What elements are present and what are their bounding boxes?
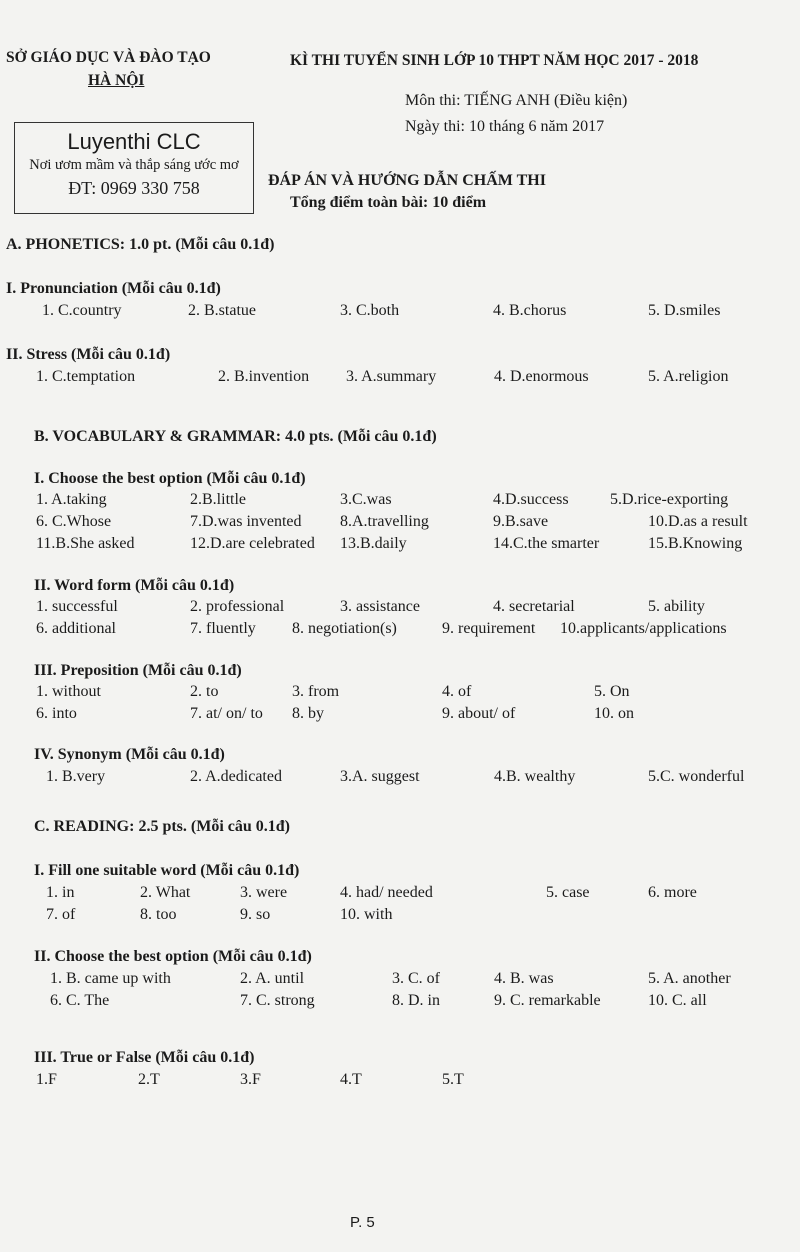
answer-item: 1. C.country [42, 302, 122, 319]
answer-item: 4. secretarial [493, 598, 575, 615]
answer-item: 4. B. was [494, 970, 554, 987]
subsection-title-choose-best-option: I. Choose the best option (Mỗi câu 0.1đ) [34, 470, 306, 487]
subsection-title-stress: II. Stress (Mỗi câu 0.1đ) [6, 346, 171, 363]
answer-item: 5.T [442, 1071, 464, 1088]
answer-item: 12.D.are celebrated [190, 535, 315, 552]
answer-item: 4.B. wealthy [494, 768, 576, 785]
answer-item: 7. fluently [190, 620, 256, 637]
answer-item: 9. about/ of [442, 705, 516, 722]
answer-item: 7. at/ on/ to [190, 705, 263, 722]
subsection-title-fill-word: I. Fill one suitable word (Mỗi câu 0.1đ) [34, 862, 300, 879]
answer-item: 1. in [46, 884, 75, 901]
answer-item: 10. on [594, 705, 634, 722]
department-name: SỞ GIÁO DỤC VÀ ĐÀO TẠO [6, 49, 211, 66]
answer-item: 1. without [36, 683, 101, 700]
answer-item: 7. of [46, 906, 76, 923]
answer-row [0, 620, 800, 642]
answer-item: 14.C.the smarter [493, 535, 600, 552]
city-name: HÀ NỘI [88, 72, 145, 89]
page-number: P. 5 [350, 1214, 375, 1231]
subsection-title-word-form: II. Word form (Mỗi câu 0.1đ) [34, 577, 235, 594]
stamp-name: Luyenthi CLC [67, 129, 201, 154]
answer-item: 4. had/ needed [340, 884, 433, 901]
answer-row [0, 768, 800, 790]
answer-item: 9.B.save [493, 513, 549, 530]
answer-row [0, 513, 800, 535]
section-title-reading: C. READING: 2.5 pts. (Mỗi câu 0.1đ) [34, 818, 290, 835]
answer-row [0, 491, 800, 513]
answer-item: 2.T [138, 1071, 160, 1088]
answer-item: 2. A. until [240, 970, 305, 987]
answer-item: 5.C. wonderful [648, 768, 745, 785]
answer-item: 1.F [36, 1071, 57, 1088]
answer-item: 7. C. strong [240, 992, 315, 1009]
answer-item: 3. C. of [392, 970, 440, 987]
answer-item: 3.C.was [340, 491, 392, 508]
answer-item: 3. C.both [340, 302, 400, 319]
answer-row [0, 683, 800, 705]
section-title-vocabulary-grammar: B. VOCABULARY & GRAMMAR: 4.0 pts. (Mỗi câu 0.1đ) [34, 428, 437, 445]
answer-item: 5. On [594, 683, 630, 700]
answer-item: 13.B.daily [340, 535, 407, 552]
answer-item: 1. B. came up with [50, 970, 171, 987]
section-title-phonetics: A. PHONETICS: 1.0 pt. (Mỗi câu 0.1đ) [6, 236, 275, 253]
subsection-title-pronunciation: I. Pronunciation (Mỗi câu 0.1đ) [6, 280, 221, 297]
answer-item: 11.B.She asked [36, 535, 135, 552]
answer-item: 5. D.smiles [648, 302, 721, 319]
answer-item: 3. assistance [340, 598, 420, 615]
answer-item: 3. were [240, 884, 288, 901]
answer-item: 4. B.chorus [493, 302, 567, 319]
answer-item: 1. B.very [46, 768, 106, 785]
answer-item: 1. A.taking [36, 491, 107, 508]
answer-row [0, 906, 800, 928]
answer-item: 4. D.enormous [494, 368, 589, 385]
answer-key-title: ĐÁP ÁN VÀ HƯỚNG DẪN CHẤM THI [268, 172, 546, 189]
answer-item: 3. A.summary [346, 368, 437, 385]
exam-subject: Môn thi: TIẾNG ANH (Điều kiện) [405, 92, 628, 109]
answer-row [0, 368, 800, 390]
answer-item: 4.D.success [493, 491, 569, 508]
answer-item: 6. additional [36, 620, 116, 637]
answer-item: 8.A.travelling [340, 513, 429, 530]
answer-item: 8. D. in [392, 992, 440, 1009]
answer-item: 4.T [340, 1071, 362, 1088]
subsection-title-true-false: III. True or False (Mỗi câu 0.1đ) [34, 1049, 255, 1066]
answer-item: 2. professional [190, 598, 285, 615]
answer-item: 3.F [240, 1071, 261, 1088]
subsection-title-choose-best-option-reading: II. Choose the best option (Mỗi câu 0.1đ) [34, 948, 312, 965]
stamp-phone: ĐT: 0969 330 758 [68, 178, 200, 198]
answer-item: 5. ability [648, 598, 705, 615]
answer-item: 10. C. all [648, 992, 707, 1009]
answer-item: 8. by [292, 705, 324, 722]
answer-item: 6. C.Whose [36, 513, 112, 530]
answer-item: 10.D.as a result [648, 513, 748, 530]
answer-item: 5. case [546, 884, 590, 901]
answer-item: 1. successful [36, 598, 118, 615]
answer-item: 9. so [240, 906, 271, 923]
answer-item: 1. C.temptation [36, 368, 136, 385]
answer-row [0, 705, 800, 727]
answer-item: 4. of [442, 683, 472, 700]
answer-item: 8. negotiation(s) [292, 620, 397, 637]
answer-item: 3.A. suggest [340, 768, 420, 785]
answer-item: 5. A. another [648, 970, 731, 987]
answer-item: 5. A.religion [648, 368, 729, 385]
stamp-slogan: Nơi ươm mầm và thắp sáng ước mơ [29, 157, 239, 173]
answer-row [0, 1071, 800, 1093]
watermark-stamp [14, 122, 254, 214]
answer-item: 6. into [36, 705, 77, 722]
answer-item: 2. B.invention [218, 368, 310, 385]
answer-item: 6. C. The [50, 992, 110, 1009]
answer-item: 2. What [140, 884, 191, 901]
answer-item: 10. with [340, 906, 393, 923]
answer-item: 2. to [190, 683, 219, 700]
answer-row [0, 535, 800, 557]
answer-row [0, 970, 800, 992]
answer-item: 8. too [140, 906, 177, 923]
answer-item: 15.B.Knowing [648, 535, 743, 552]
subsection-title-preposition: III. Preposition (Mỗi câu 0.1đ) [34, 662, 242, 679]
subsection-title-synonym: IV. Synonym (Mỗi câu 0.1đ) [34, 746, 225, 763]
answer-item: 9. C. remarkable [494, 992, 601, 1009]
answer-item: 9. requirement [442, 620, 536, 637]
answer-item: 5.D.rice-exporting [610, 491, 729, 508]
exam-date: Ngày thi: 10 tháng 6 năm 2017 [405, 118, 605, 135]
answer-item: 2. B.statue [188, 302, 256, 319]
answer-row [0, 598, 800, 620]
answer-item: 2.B.little [190, 491, 246, 508]
answer-item: 10.applicants/applications [560, 620, 727, 637]
answer-item: 3. from [292, 683, 340, 700]
total-score: Tổng điểm toàn bài: 10 điểm [290, 194, 487, 211]
answer-row [0, 884, 800, 906]
answer-item: 7.D.was invented [190, 513, 302, 530]
answer-row [0, 992, 800, 1014]
answer-item: 2. A.dedicated [190, 768, 282, 785]
answer-row [0, 302, 800, 324]
answer-item: 6. more [648, 884, 697, 901]
exam-title: KÌ THI TUYỂN SINH LỚP 10 THPT NĂM HỌC 2017 - 2018 [290, 52, 699, 69]
